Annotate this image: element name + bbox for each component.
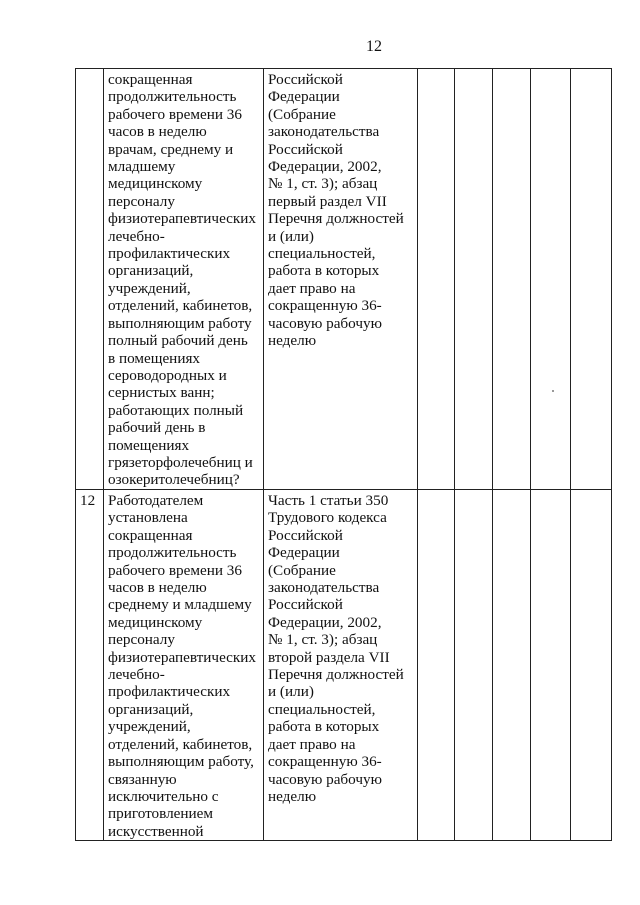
answer-not-applicable-cell	[493, 69, 531, 490]
table-row	[76, 69, 612, 490]
extra-cell-2	[571, 69, 612, 490]
checklist-table	[75, 68, 612, 841]
table-row	[76, 490, 612, 841]
row-number-cell	[76, 69, 104, 490]
answer-yes-cell	[418, 69, 455, 490]
answer-no-cell	[455, 69, 493, 490]
requirement-description-cell: Работодателем установлена сокращенная продолжительность рабочего времени 36 часов в неделю среднему и младшему медицинскому персоналу физиотерапевтических лечебно- профилактических организаций, учреждений, отделений, кабинетов, выполняющим работу, связанную исключительно с приготовлением искусственной	[104, 490, 264, 841]
answer-yes-cell	[418, 490, 455, 841]
requirement-description-cell: сокращенная продолжительность рабочего времени 36 часов в неделю врачам, среднему и младшему медицинскому персоналу физиотерапевтических лечебно- профилактических организаций, учреждений, отделений, кабинетов, выполняющим работу полный рабочий день в помещениях сероводородных и сернистых ванн; работающих полный рабочий день в помещениях грязеторфолечебниц и озокеритолечебниц?	[104, 69, 264, 490]
answer-no-cell	[455, 490, 493, 841]
extra-cell-1	[531, 490, 571, 841]
extra-cell-1	[531, 69, 571, 490]
legal-basis-cell: Часть 1 статьи 350 Трудового кодекса Российской Федерации (Собрание законодательства Российской Федерации, 2002, № 1, ст. 3); абзац второй раздела VII Перечня должностей и (или) специальностей, работа в которых дает право на сокращенную 36- часовую рабочую неделю	[264, 490, 418, 841]
row-number-cell: 12	[76, 490, 104, 841]
answer-not-applicable-cell	[493, 490, 531, 841]
extra-cell-2	[571, 490, 612, 841]
page-number: 12	[366, 38, 382, 55]
scan-artifact-dot	[552, 390, 554, 392]
legal-basis-cell: Российской Федерации (Собрание законодательства Российской Федерации, 2002, № 1, ст. 3); абзац первый раздел VII Перечня должностей и (или) специальностей, работа в которых дает право на сокращенную 36- часовую рабочую неделю	[264, 69, 418, 490]
